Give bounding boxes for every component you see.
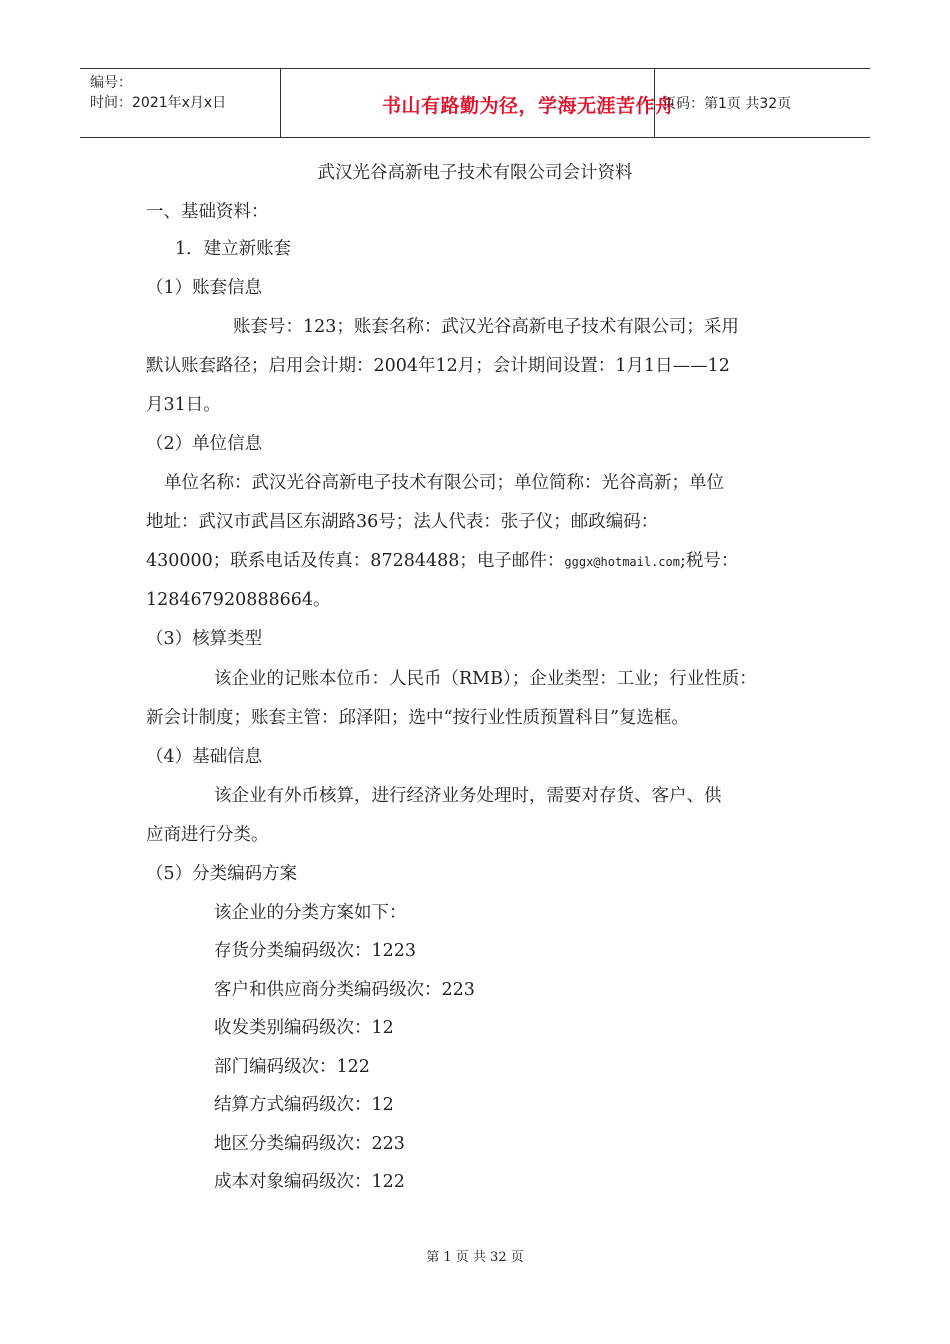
page-header: [80, 68, 870, 138]
header-page-info: 页码：第1页 共32页: [662, 96, 792, 112]
paragraph-line: 地址：武汉市武昌区东湖路36号；法人代表：张子仪；邮政编码：: [146, 512, 659, 532]
email-text: gggx@hotmail.com: [564, 555, 680, 569]
paragraph-line: 账套号：123；账套名称：武汉光谷高新电子技术有限公司；采用: [233, 317, 739, 337]
paragraph-line: 该企业有外币核算，进行经济业务处理时，需要对存货、客户、供: [214, 786, 722, 806]
list-item: 成本对象编码级次：122: [214, 1172, 405, 1192]
list-item: 结算方式编码级次：12: [214, 1095, 394, 1115]
paragraph-line: 128467920888664。: [146, 590, 331, 610]
list-item: 部门编码级次：122: [214, 1057, 370, 1077]
paragraph-line: 该企业的记账本位币：人民币（RMB）；企业类型：工业；行业性质：: [214, 669, 757, 689]
list-item: 收发类别编码级次：12: [214, 1018, 394, 1038]
header-divider: [280, 69, 281, 137]
header-motto: 书山有路勤为径，学海无涯苦作舟: [382, 95, 675, 117]
list-item: 客户和供应商分类编码级次：223: [214, 980, 475, 1000]
sub-heading-account: （1）账套信息: [146, 278, 263, 298]
paragraph-line: [146, 549, 738, 574]
contact-text: 430000；联系电话及传真：87284488；电子邮件：: [146, 551, 565, 571]
header-time: 时间：2021年x月x日: [90, 95, 227, 111]
header-meta: [90, 73, 226, 113]
sub-heading-unit: （2）单位信息: [146, 434, 263, 454]
item-heading: 1．建立新账套: [175, 239, 292, 259]
page-footer: 第 1 页 共 32 页: [426, 1250, 524, 1265]
header-number: 编号：: [90, 75, 132, 91]
list-item: 存货分类编码级次：1223: [214, 941, 417, 961]
paragraph-line: 单位名称：武汉光谷高新电子技术有限公司；单位简称：光谷高新；单位: [164, 473, 724, 493]
paragraph-line: 应商进行分类。: [146, 825, 269, 845]
sub-heading-basic-info: （4）基础信息: [146, 747, 263, 767]
paragraph-line: 新会计制度；账套主管：邱泽阳；选中“按行业性质预置科目”复选框。: [146, 708, 689, 728]
sub-heading-coding: （5）分类编码方案: [146, 864, 298, 884]
tax-label: ;税号：: [679, 551, 739, 571]
sub-heading-accounting-type: （3）核算类型: [146, 629, 263, 649]
list-item: 该企业的分类方案如下：: [214, 903, 407, 923]
list-item: 地区分类编码级次：223: [214, 1134, 405, 1154]
section-heading: 一、基础资料：: [146, 202, 269, 222]
document-title: 武汉光谷高新电子技术有限公司会计资料: [317, 163, 633, 183]
paragraph-line: 月31日。: [146, 395, 221, 415]
paragraph-line: 默认账套路径；启用会计期：2004年12月；会计期间设置：1月1日——12: [146, 356, 730, 376]
